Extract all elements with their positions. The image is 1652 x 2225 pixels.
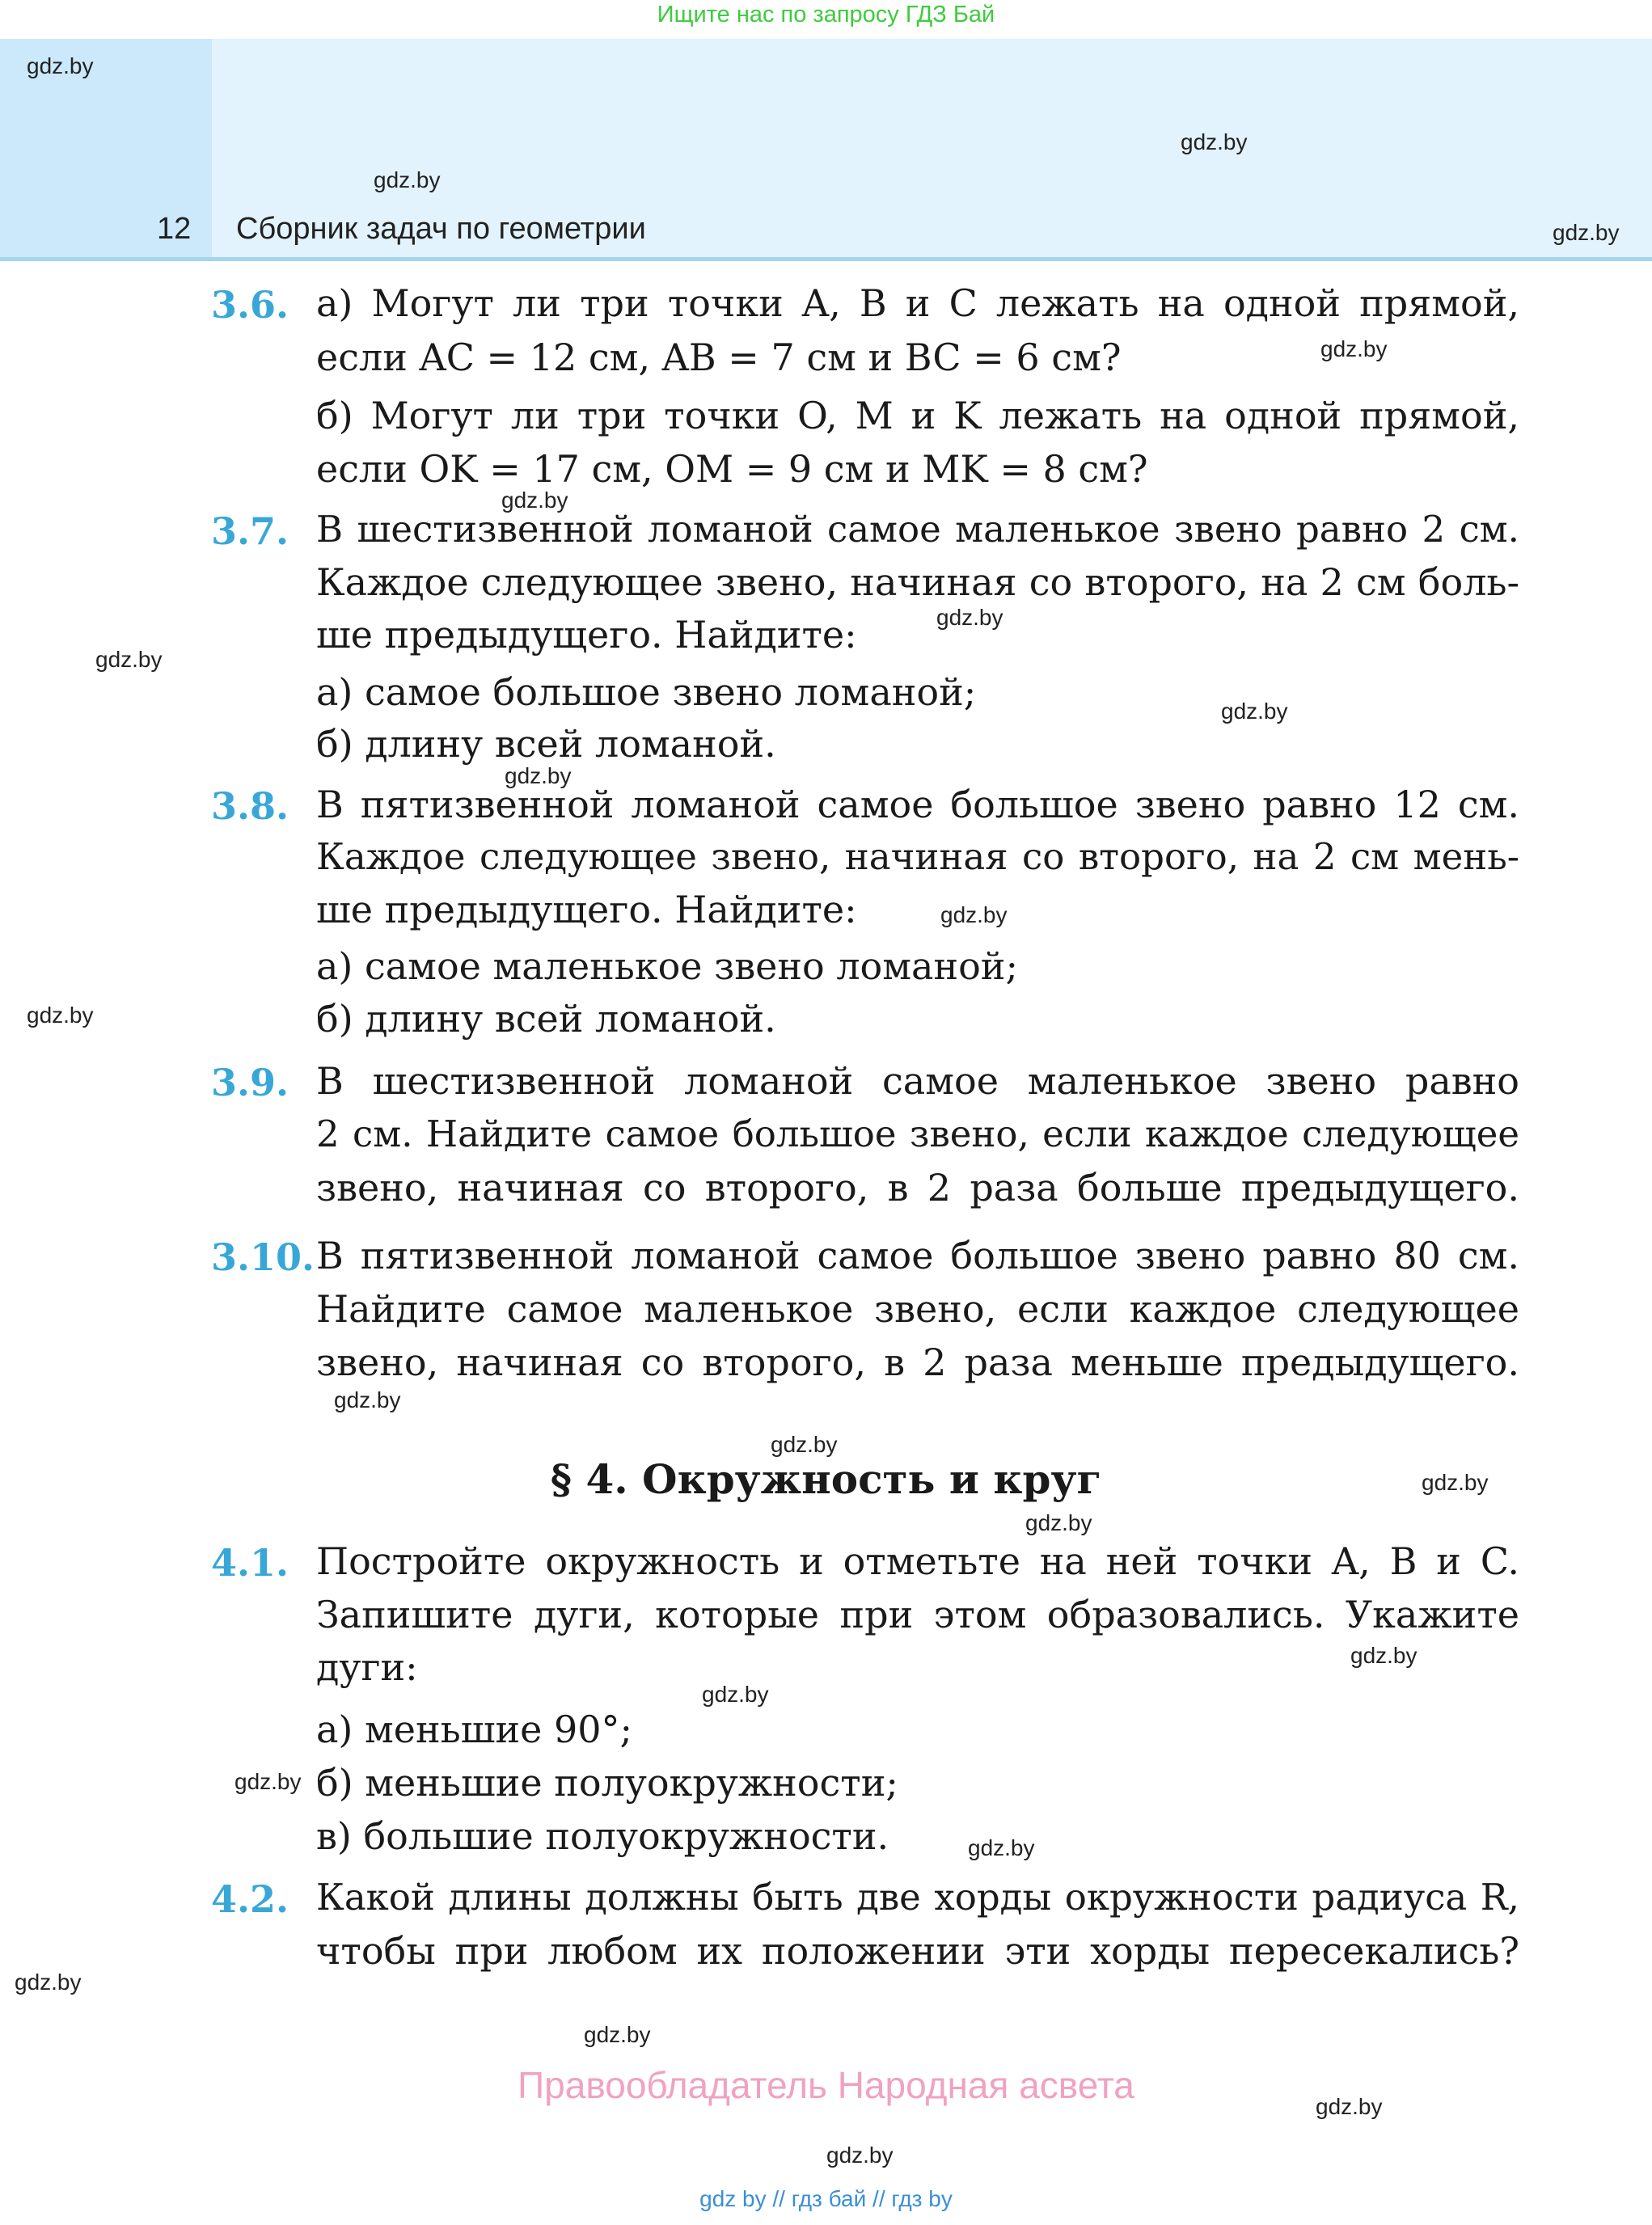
watermark: gdz.by <box>1320 336 1388 361</box>
problem-3-10-line-2: Найдите самое маленькое звено, если каждое следующее <box>316 1287 1519 1331</box>
watermark: gdz.by <box>936 605 1003 630</box>
watermark: gdz.by <box>1025 1510 1092 1535</box>
watermark: gdz.by <box>334 1387 401 1412</box>
watermark: gdz.by <box>1221 699 1288 724</box>
problem-4-1-line-2: Запишите дуги, которые при этом образовались. Укажите <box>316 1593 1519 1636</box>
watermark: gdz.by <box>584 2022 651 2047</box>
section-title: § 4. Окружность и круг <box>550 1455 1102 1503</box>
problem-number-4-1: 4.1. <box>211 1541 289 1585</box>
problem-3-6-line-3: б) Могут ли три точки O, M и K лежать на одной прямой, <box>316 394 1519 437</box>
watermark: gdz.by <box>95 647 163 672</box>
problem-4-1-line-3: дуги: <box>316 1645 418 1689</box>
problem-3-7-line-4: а) самое большое звено ломаной; <box>316 670 977 714</box>
problem-number-3-6: 3.6. <box>211 283 289 327</box>
problem-3-8-line-4: а) самое маленькое звено ломаной; <box>316 944 1018 988</box>
problem-3-9-line-1: В шестизвенной ломаной самое маленькое звено равно <box>316 1059 1519 1103</box>
watermark: gdz.by <box>1316 2094 1383 2119</box>
watermark: gdz.by <box>27 1003 94 1028</box>
watermark: gdz.by <box>1422 1470 1489 1495</box>
watermark: gdz.by <box>940 902 1008 927</box>
watermark: gdz.by <box>1350 1643 1418 1668</box>
problem-3-7-line-3: ше предыдущего. Найдите: <box>316 613 857 657</box>
problem-4-2-line-1: Какой длины должны быть две хорды окружности радиуса R, <box>316 1876 1519 1919</box>
watermark: gdz.by <box>505 763 572 788</box>
watermark: gdz.by <box>234 1769 302 1794</box>
problem-3-9-line-2: 2 см. Найдите самое большое звено, если каждое следующее <box>316 1112 1519 1155</box>
problem-3-8-line-3: ше предыдущего. Найдите: <box>316 888 857 931</box>
page-number: 12 <box>157 212 192 246</box>
problem-number-3-10: 3.10. <box>211 1235 315 1279</box>
problem-3-10-line-1: В пятизвенной ломаной самое большое звено равно 80 см. <box>316 1234 1519 1277</box>
problem-4-1-line-1: Постройте окружность и отметьте на ней точки A, B и C. <box>316 1539 1519 1583</box>
problem-3-9-line-3: звено, начиная со второго, в 2 раза больше предыдущего. <box>316 1166 1519 1210</box>
problem-3-10-line-3: звено, начиная со второго, в 2 раза меньше предыдущего. <box>316 1340 1519 1384</box>
problem-number-3-8: 3.8. <box>211 784 289 828</box>
problem-4-1-line-4: а) меньшие 90°; <box>316 1708 632 1751</box>
watermark: gdz.by <box>1181 129 1248 154</box>
watermark: gdz.by <box>501 488 568 513</box>
problem-3-8-line-5: б) длину всей ломаной. <box>316 997 776 1041</box>
watermark: gdz.by <box>27 53 94 78</box>
problem-3-7-line-5: б) длину всей ломаной. <box>316 722 776 766</box>
top-search-banner: Ищите нас по запросу ГДЗ Бай <box>657 2 995 27</box>
problem-4-2-line-2: чтобы при любом их положении эти хорды пересекались? <box>316 1929 1519 1973</box>
problem-4-1-line-6: в) большие полуокружности. <box>316 1814 889 1858</box>
problem-3-6-line-2: если AC = 12 см, AB = 7 см и BC = 6 см? <box>316 336 1122 379</box>
watermark: gdz.by <box>1553 220 1620 245</box>
problem-4-1-line-5: б) меньшие полуокружности; <box>316 1761 898 1805</box>
problem-3-8-line-2: Каждое следующее звено, начиная со второго, на 2 см мень- <box>316 835 1519 878</box>
book-title: Сборник задач по геометрии <box>236 212 646 246</box>
problem-3-8-line-1: В пятизвенной ломаной самое большое звено равно 12 см. <box>316 783 1519 826</box>
rights-holder-notice: Правообладатель Народная асвета <box>518 2064 1134 2106</box>
watermark: gdz.by <box>771 1432 838 1457</box>
problem-3-7-line-1: В шестизвенной ломаной самое маленькое звено равно 2 см. <box>316 508 1519 551</box>
problem-number-3-7: 3.7. <box>211 509 289 553</box>
problem-3-6-line-1: а) Могут ли три точки A, B и C лежать на одной прямой, <box>316 281 1519 325</box>
problem-3-6-line-4: если OK = 17 см, OM = 9 см и MK = 8 см? <box>316 447 1148 491</box>
watermark: gdz.by <box>702 1682 769 1707</box>
header-divider <box>0 257 1652 261</box>
watermark: gdz.by <box>968 1835 1035 1860</box>
watermark: gdz.by <box>15 1970 82 1995</box>
problem-number-4-2: 4.2. <box>211 1877 289 1921</box>
problem-number-3-9: 3.9. <box>211 1061 289 1104</box>
problem-3-7-line-2: Каждое следующее звено, начиная со второго, на 2 см боль- <box>316 560 1519 604</box>
watermark: gdz.by <box>374 167 441 192</box>
bottom-links: gdz by // гдз бай // гдз by <box>699 2186 953 2211</box>
watermark: gdz.by <box>826 2143 894 2168</box>
